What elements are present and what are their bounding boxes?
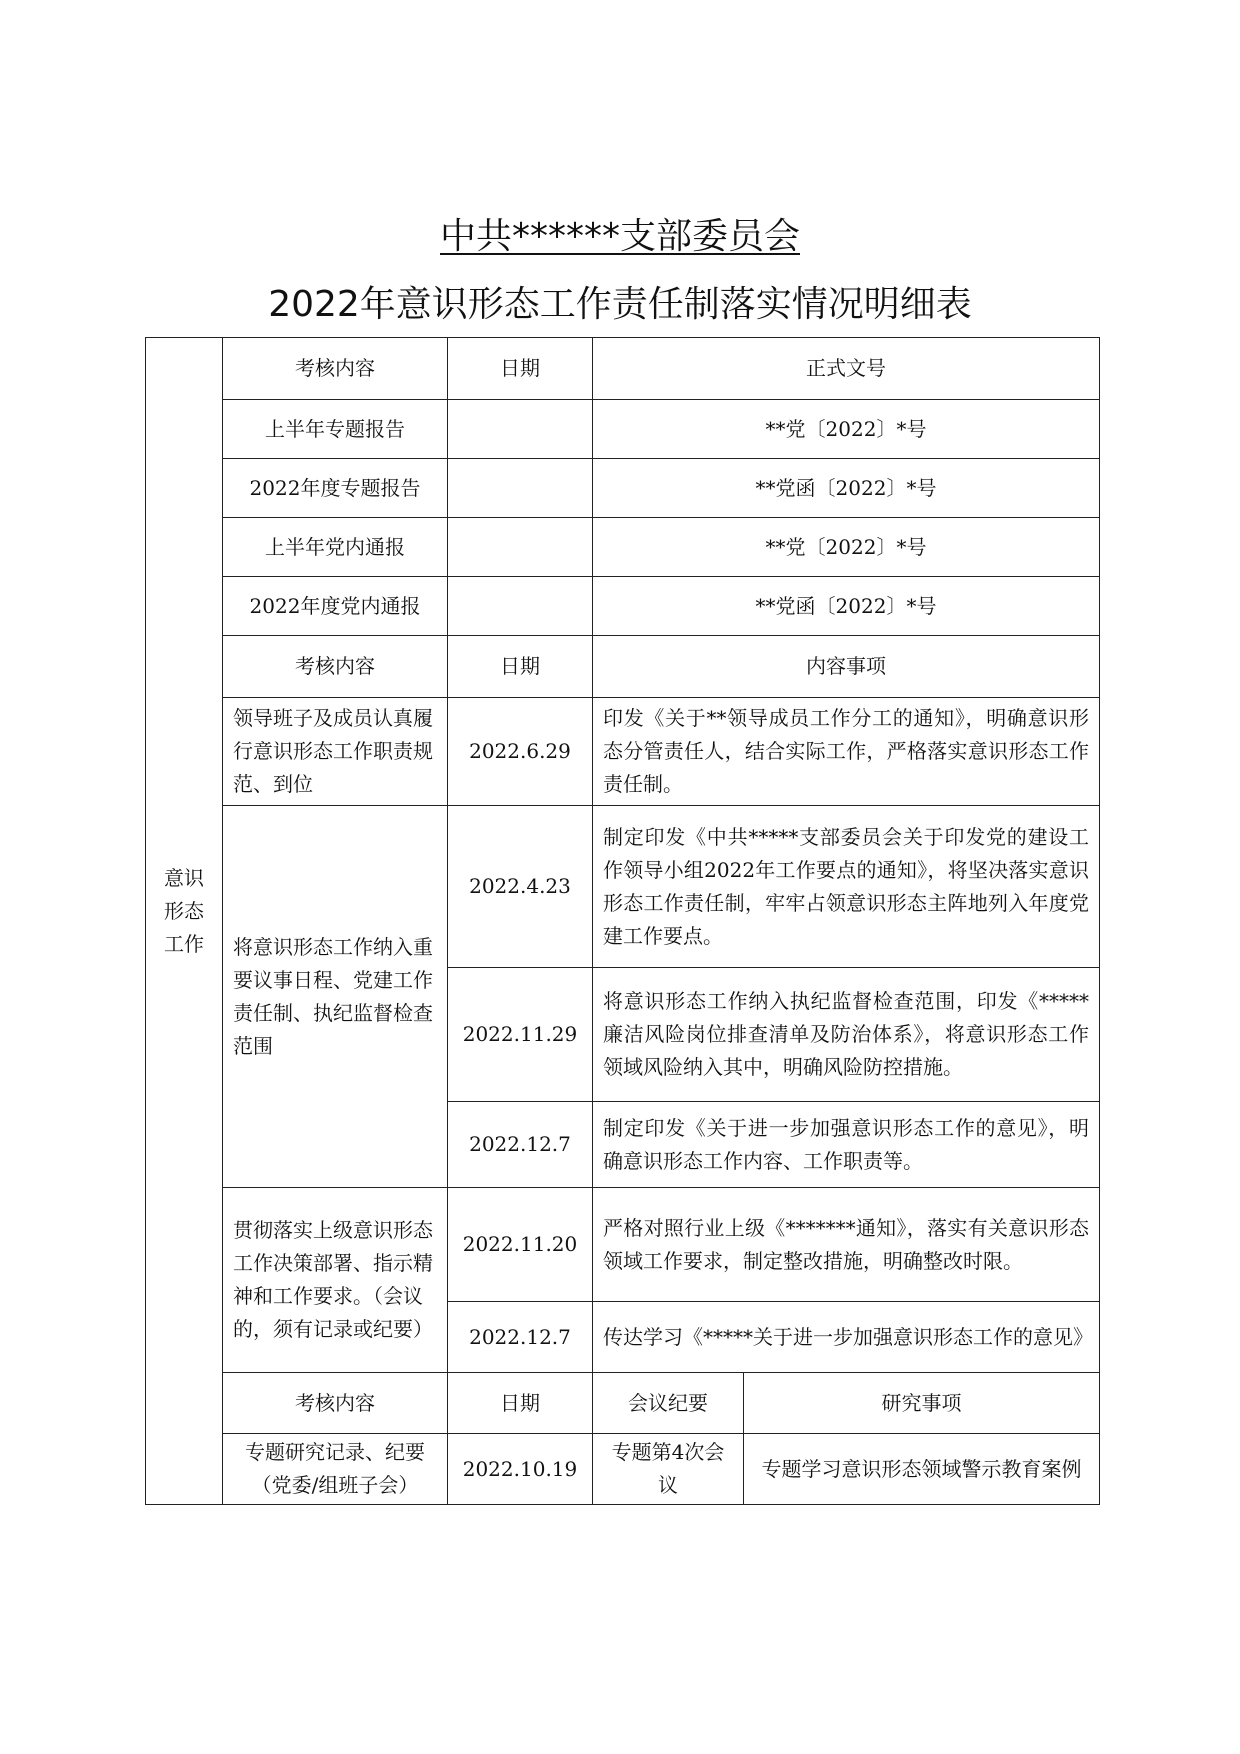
table-row <box>146 400 1100 459</box>
document-number: **党函〔2022〕*号 <box>593 459 1100 518</box>
table-header-cell: 内容事项 <box>593 636 1100 698</box>
assessment-item: 上半年专题报告 <box>223 400 448 459</box>
date-cell <box>448 459 593 518</box>
assessment-item: 贯彻落实上级意识形态工作决策部署、指示精神和工作要求。（会议的，须有记录或纪要） <box>223 1188 448 1373</box>
assessment-item: 将意识形态工作纳入重要议事日程、党建工作责任制、执纪监督检查范围 <box>223 806 448 1188</box>
date-cell: 2022.6.29 <box>448 698 593 806</box>
document-number: **党〔2022〕*号 <box>593 400 1100 459</box>
date-cell: 2022.10.19 <box>448 1434 593 1505</box>
table-header-cell: 会议纪要 <box>593 1373 744 1434</box>
date-cell <box>448 400 593 459</box>
side-label-cell <box>146 338 223 1505</box>
assessment-item: 上半年党内通报 <box>223 518 448 577</box>
date-cell: 2022.12.7 <box>448 1302 593 1373</box>
research-matters: 专题学习意识形态领域警示教育案例 <box>744 1434 1100 1505</box>
document-title-line2: 2022年意识形态工作责任制落实情况明细表 <box>268 284 972 325</box>
content-item: 印发《关于**领导成员工作分工的通知》，明确意识形态分管责任人，结合实际工作，严格落实意识形态工作责任制。 <box>593 698 1100 806</box>
assessment-item: 专题研究记录、纪要（党委/组班子会） <box>223 1434 448 1505</box>
table-header-cell: 日期 <box>448 338 593 400</box>
date-cell: 2022.4.23 <box>448 806 593 968</box>
document-number: **党〔2022〕*号 <box>593 518 1100 577</box>
table-row <box>146 1188 1100 1302</box>
table-row <box>146 459 1100 518</box>
table-row <box>146 698 1100 806</box>
assessment-item: 领导班子及成员认真履行意识形态工作职责规范、到位 <box>223 698 448 806</box>
table-header-cell: 日期 <box>448 1373 593 1434</box>
document-title-line1: 中共******支部委员会 <box>439 216 800 257</box>
table-header-cell: 日期 <box>448 636 593 698</box>
content-item: 传达学习《*****关于进一步加强意识形态工作的意见》 <box>593 1302 1100 1373</box>
table-row <box>146 806 1100 968</box>
document-number: **党函〔2022〕*号 <box>593 577 1100 636</box>
section3-header-row <box>146 1373 1100 1434</box>
table-row <box>146 577 1100 636</box>
assessment-item: 2022年度党内通报 <box>223 577 448 636</box>
table-header-cell: 正式文号 <box>593 338 1100 400</box>
section1-header-row <box>146 338 1100 400</box>
content-item: 制定印发《中共*****支部委员会关于印发党的建设工作领导小组2022年工作要点的通知》，将坚决落实意识形态工作责任制，牢牢占领意识形态主阵地列入年度党建工作要点。 <box>593 806 1100 968</box>
table-header-cell: 考核内容 <box>223 636 448 698</box>
table-header-cell: 考核内容 <box>223 338 448 400</box>
side-label: 意识形态工作 <box>164 865 204 956</box>
content-item: 严格对照行业上级《*******通知》，落实有关意识形态领域工作要求，制定整改措施，明确整改时限。 <box>593 1188 1100 1302</box>
responsibility-detail-table <box>145 337 1100 1505</box>
date-cell <box>448 518 593 577</box>
table-row <box>146 1434 1100 1505</box>
content-item: 将意识形态工作纳入执纪监督检查范围，印发《*****廉洁风险岗位排查清单及防治体系》，将意识形态工作领域风险纳入其中，明确风险防控措施。 <box>593 968 1100 1102</box>
date-cell: 2022.11.20 <box>448 1188 593 1302</box>
content-item: 制定印发《关于进一步加强意识形态工作的意见》，明确意识形态工作内容、工作职责等。 <box>593 1102 1100 1188</box>
section2-header-row <box>146 636 1100 698</box>
table-row <box>146 518 1100 577</box>
meeting-minutes: 专题第4次会议 <box>593 1434 744 1505</box>
assessment-item: 2022年度专题报告 <box>223 459 448 518</box>
table-header-cell: 考核内容 <box>223 1373 448 1434</box>
table-header-cell: 研究事项 <box>744 1373 1100 1434</box>
date-cell: 2022.12.7 <box>448 1102 593 1188</box>
date-cell <box>448 577 593 636</box>
date-cell: 2022.11.29 <box>448 968 593 1102</box>
